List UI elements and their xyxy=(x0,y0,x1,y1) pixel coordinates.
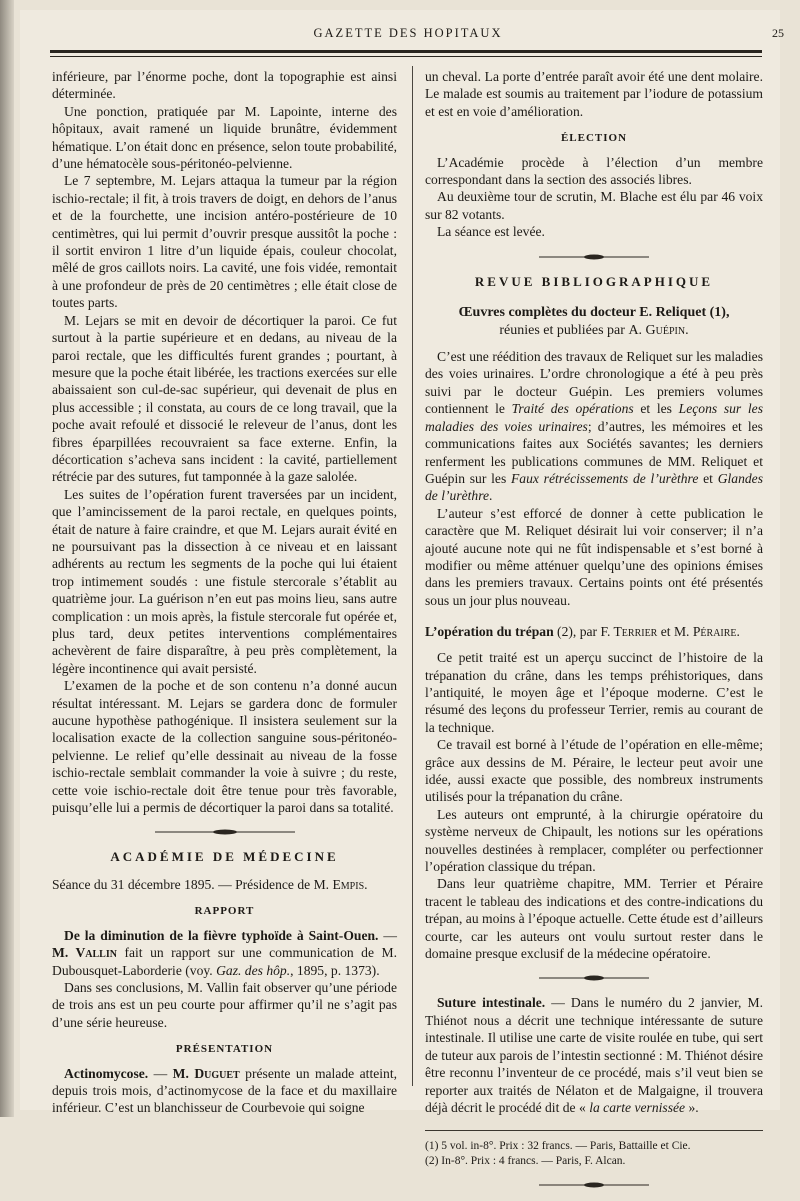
rapport-heading: RAPPORT xyxy=(194,905,255,918)
suture-title: Suture intestinale. xyxy=(437,995,546,1011)
actinomycose-paragraph xyxy=(52,1065,397,1117)
text-run: (2), par xyxy=(553,624,601,640)
paragraph: M. Lejars se mit en devoir de décortiquer la paroi. Ce fut surtout à la partie supérieure et en dedans, au niveau de la paroi rectale, que les difficultés furent grandes ; pourtant, à mesure que la poche était libérée, les tractions exercées sur elle abaissaient son cul-de-sac supérieur, qui devenait de plus en plus accessible ; il constata, au cours de ce long travail, que la poche avait refoulé et dissocié le releveur de l’anus, dont les fibres éparpillées recouvraient sa face externe. Enfin, la décortication s’acheva sans incident : la cavité, partiellement rétrécie par des sutures, fut tamponnée à la gaze salolée. xyxy=(52,312,397,485)
footnote-2: (2) In-8°. Prix : 4 francs. — Paris, F. Alcan. xyxy=(425,1155,626,1168)
title-run: Traité des opérations xyxy=(511,401,634,417)
title-run: Faux rétrécissements de l’urèthre xyxy=(510,470,699,486)
ornament-divider xyxy=(539,253,649,261)
page-header xyxy=(32,26,784,48)
actinomycose-dash: — xyxy=(148,1065,173,1081)
rapport-reference: Gaz. des hôp. xyxy=(216,962,291,978)
book1-paragraph xyxy=(425,348,763,505)
text-run: . xyxy=(736,624,740,640)
paragraph: Dans ses conclusions, M. Vallin fait observer qu’une période de trois ans est un peu courte pour affirmer qu’il ne s’agit pas d’une série heureuse. xyxy=(52,979,397,1030)
actinomycose-author: M. Duguet xyxy=(172,1065,240,1081)
title-run: la carte vernissée xyxy=(589,1099,686,1115)
paragraph: Ce petit traité est un aperçu succinct de l’histoire de la trépanation du crâne, dans les temps préhistoriques, dans l’antiquité, le moyen âge et l’époque moderne. C’est le résumé des leçons du professeur Terrier, remis au courant de la technique. xyxy=(425,650,763,735)
seance-text: Séance du 31 décembre 1895. — Présidence de M. xyxy=(52,876,333,892)
election-heading: ÉLECTION xyxy=(560,132,628,145)
book1-title-line2: réunies et publiées par xyxy=(499,323,629,339)
book1-title-end: . xyxy=(685,323,689,339)
paragraph: L’Académie procède à l’élection d’un membre correspondant dans la section des associés libres. xyxy=(425,154,763,188)
text-run: C’est une réédition des travaux de Reliquet sur les maladies des voies urinaires. L’ordre chronologique a été à peu près suivi par le docteur Guépin. Les premiers volumes contiennent le xyxy=(425,349,763,417)
seance-end: . xyxy=(364,876,368,892)
book2-title xyxy=(425,623,763,641)
book1-title xyxy=(425,304,763,340)
page-number: 25 xyxy=(772,26,784,40)
footnote-1: (1) 5 vol. in-8°. Prix : 32 francs. — Paris, Battaille et Cie. xyxy=(425,1140,691,1153)
rapport-text: fait un rapport sur une communication de M. Dubousquet-Laborderie (voy. xyxy=(52,945,397,978)
book1-title-line1: Œuvres complètes du docteur E. Reliquet (1), xyxy=(458,305,730,321)
seance-president: Empis xyxy=(332,876,365,892)
paragraph: Ce travail est borné à l’étude de l’opération en elle-même; grâce aux dessins de M. Péraire, le lecteur peut avoir une idée, aussi exacte que possible, des nombreux instruments utilisés pour la trépanation du crâne. xyxy=(425,737,763,805)
title-run: Glandes de l’urèthre xyxy=(425,470,763,504)
text-run: et xyxy=(698,470,718,486)
text-run: ». xyxy=(685,1099,699,1115)
paragraph: L’auteur s’est efforcé de donner à cette publication le caractère que M. Reliquet désirait lui voir conserver; il n’a ajouté aucune note qui ne fût indispensable et s’est borné à modifier ou même atténuer quelqu’une des opinions émises dans les premiers travaux. Certains points ont été présentés sous un jour plus nouveau. xyxy=(425,505,763,608)
paragraph: Au deuxième tour de scrutin, M. Blache est élu par 46 voix sur 82 votants. xyxy=(425,189,763,222)
text-run: — Dans le numéro du 2 janvier, M. Thiénot nous a décrit une technique intéressante de suture intestinale. Il utilise une carte de visite roulée en tube, qui sert de tuteur aux parois de l’intestin sectionné : M. Thiénot désire être reconnu l’inventeur de ce procédé, mais s’il veut bien se reporter aux traités de Nélaton et de Malgaigne, il trouvera déjà décrit le procédé dit de « xyxy=(425,995,764,1115)
actinomycose-text: présente un malade atteint, depuis trois mois, d’actinomycose de la face et du maxillaire inférieur. C’est un blanchisseur de Courbevoie qui soigne xyxy=(52,1065,398,1116)
header-rule-thick xyxy=(50,50,762,53)
footnotes xyxy=(425,1130,763,1169)
page-edge-shadow xyxy=(0,0,14,1117)
column-divider xyxy=(412,66,413,1086)
rapport-text-end: , 1895, p. 1373). xyxy=(290,962,380,978)
paragraph: Dans leur quatrième chapitre, MM. Terrier et Péraire tracent le tableau des indications et des contre-indications du trépan, au moins à l’époque actuelle. Cette étude est d’ailleurs courte, car les auteurs ont voulu surtout rester dans le domaine presque exclusif de la médecine opératoire. xyxy=(425,876,763,962)
text-run: . xyxy=(489,488,493,504)
actinomycose-title: Actinomycose. xyxy=(64,1065,149,1081)
rapport-paragraph xyxy=(52,927,397,979)
paragraph: Une ponction, pratiquée par M. Lapointe, interne des hôpitaux, avait ramené un liquide brunâtre, évidemment hématique. L’on était donc en présence, selon toute probabilité, d’une hématocèle sous-péritonéo-pelvienne. xyxy=(52,103,397,172)
suture-paragraph xyxy=(425,994,763,1116)
title-run: Leçons sur les maladies des voies urinaires xyxy=(425,401,763,434)
revue-heading: REVUE BIBLIOGRAPHIQUE xyxy=(474,273,714,289)
ornament-divider xyxy=(155,828,295,836)
paragraph: Les auteurs ont emprunté, à la chirurgie opératoire du système nerveux de Chipault, les notions sur les opérations nouvelles destinées à remplacer, compléter ou perfectionner l’opération classique du trépan. xyxy=(425,806,763,875)
paragraph: un cheval. La porte d’entrée paraît avoir été une dent molaire. Le malade est soumis au traitement par l’iodure de potassium et est en voie d’amélioration. xyxy=(425,69,763,119)
paragraph: Les suites de l’opération furent traversées par un incident, que l’amincissement de la paroi rectale, en quelques points, était de nature à faire craindre, et que M. Lejars aurait évité en ne poursuivant pas la dissection à ce niveau et en laissant adhérents au rectum les segments de la poche qui lui étaient trop intimement soudés : une fistule stercorale s’établit au quatrième jour. La guérison n’en eut pas moins lieu, sans autre complication : un mois après, la fistule stercorale fut opérée et, plus tard, deux petites interventions complémentaires achevèrent de faire disparaître, à peu près complètement, la légère incontinence qui avait persisté. xyxy=(52,486,397,676)
book2-author1: F. Terrier xyxy=(600,624,658,640)
book1-editor: A. Guépin xyxy=(628,323,686,339)
paragraph: L’examen de la poche et de son contenu n’a donné aucun résultat intéressant. M. Lejars se gardera donc de formuler aucune hypothèse pathogénique. Il insistera seulement sur la localisation exacte de la collection sanguine sous-péritonéo-pelvienne. Le relief qu’elle dessinait au niveau de la fosse ischio-rectale semblait commander la voie à suivre ; du reste, cette voie ischio-rectale doit être tenue pour très favorable, puisqu’elle lui a permis de décortiquer la paroi dans sa totalité. xyxy=(52,678,397,816)
rapport-author: M. Vallin xyxy=(52,945,117,961)
right-column xyxy=(425,68,763,1201)
book2-author2: M. Péraire xyxy=(673,624,737,640)
book2-title-main: L’opération du trépan xyxy=(425,624,554,640)
paragraph: inférieure, par l’énorme poche, dont la topographie est ainsi déterminée. xyxy=(52,69,397,102)
journal-title: GAZETTE DES HOPITAUX xyxy=(313,26,503,40)
paragraph: Le 7 septembre, M. Lejars attaqua la tumeur par la région ischio-rectale; il fit, à trois travers de doigt, en dehors de l’anus et de la fourchette, une incision antéro-postérieure de 10 centimètres, qui lui permit d’ouvrir presque aussitôt la poche : il sortit environ 1 litre d’un liquide épais, couleur chocolat, mêlé de gros caillots noirs. La cavité, une fois vidée, remontait à une profondeur de près de 20 centimètres ; elle était close de toutes parts. xyxy=(52,173,397,311)
text-run: et xyxy=(657,624,674,640)
ornament-divider xyxy=(539,1181,649,1189)
text-run: ; d’autres, les mémoires et les communications faites aux Sociétés savantes; les derniers renferment les publications communes de MM. Reliquet et Guépin sur les xyxy=(425,418,763,486)
text-run: et les xyxy=(633,401,679,417)
left-column xyxy=(52,68,397,1117)
academie-heading: ACADÉMIE DE MÉDECINE xyxy=(110,849,339,865)
seance-line xyxy=(52,876,397,893)
ornament-divider xyxy=(539,974,649,982)
paragraph: La séance est levée. xyxy=(437,224,545,240)
header-rule-thin xyxy=(50,56,762,57)
presentation-heading: PRÉSENTATION xyxy=(175,1043,274,1056)
rapport-dash: — xyxy=(378,927,397,943)
rapport-title: De la diminution de la fièvre typhoïde à Saint-Ouen. xyxy=(64,927,379,943)
